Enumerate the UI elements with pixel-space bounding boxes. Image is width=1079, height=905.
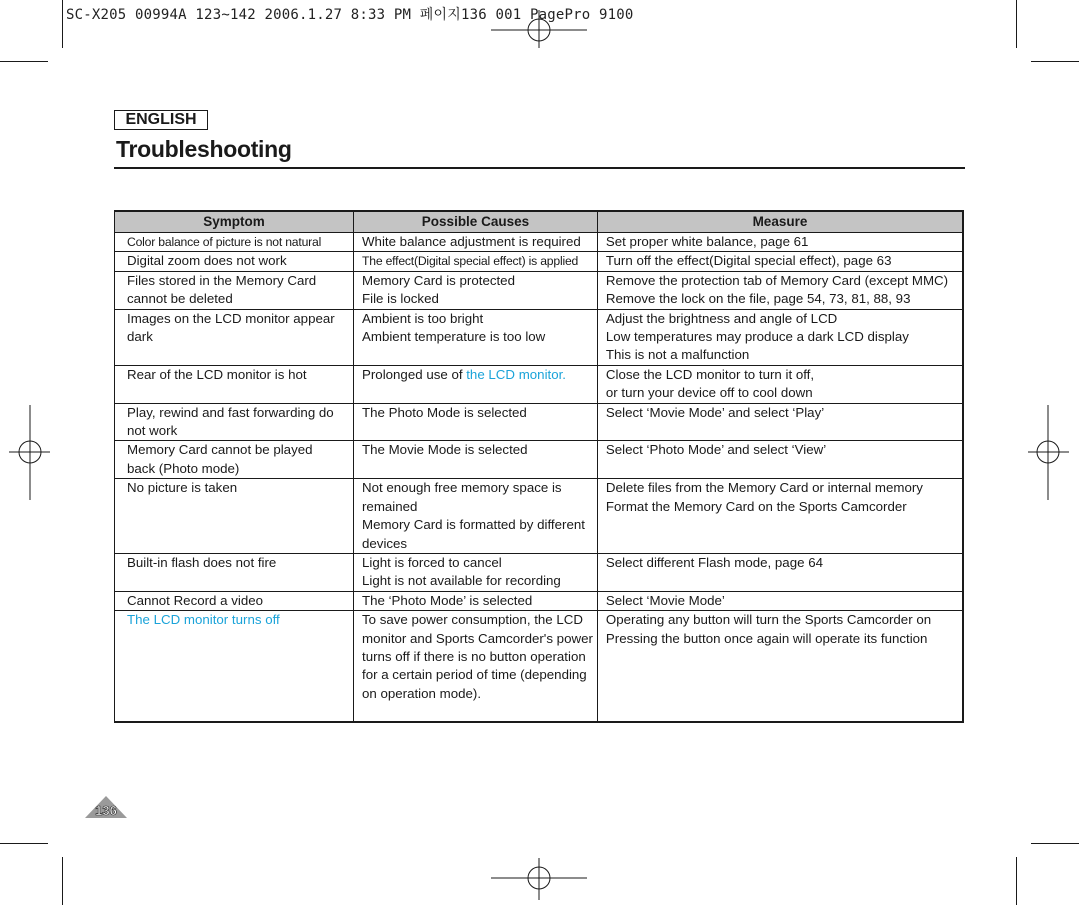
table-row [115,233,964,252]
symptom-cell: Color balance of picture is not natural [115,233,354,252]
causes-cell [354,365,598,403]
symptom-cell: Cannot Record a video [115,591,354,610]
registration-mark-bottom [491,858,587,900]
print-slug: SC-X205 00994A 123~142 2006.1.27 8:33 PM 페이지136 001 PagePro 9100 [66,7,634,23]
measure-cell: Select different Flash mode, page 64 [597,553,963,591]
causes-cell: Not enough free memory space is remained Memory Card is formatted by different devices [354,479,598,554]
measure-cell: Remove the protection tab of Memory Card (except MMC) Remove the lock on the file, page 54, 73, 81, 88, 93 [597,271,963,309]
measure-cell: Select ‘Photo Mode’ and select ‘View’ [597,441,963,479]
symptom-cell: Memory Card cannot be played back (Photo mode) [115,441,354,479]
causes-cell: The ‘Photo Mode’ is selected [354,591,598,610]
measure-cell: Delete files from the Memory Card or internal memory Format the Memory Card on the Sports Camcorder [597,479,963,554]
table-row [115,309,964,365]
measure-cell: Select ‘Movie Mode’ and select ‘Play’ [597,403,963,441]
symptom-cell [115,611,354,723]
symptom-cell: Files stored in the Memory Card cannot be deleted [115,271,354,309]
causes-cell: White balance adjustment is required [354,233,598,252]
table-row [115,611,964,723]
symptom-cell: Digital zoom does not work [115,252,354,271]
measure-cell: Close the LCD monitor to turn it off, or turn your device off to cool down [597,365,963,403]
symptom-cell: Built-in flash does not fire [115,553,354,591]
language-tab: ENGLISH [114,110,208,130]
causes-cell: Memory Card is protected File is locked [354,271,598,309]
registration-mark-right [1028,405,1069,500]
highlighted-text: The LCD monitor turns off [127,612,280,628]
table-row [115,441,964,479]
causes-cell: Ambient is too bright Ambient temperature is too low [354,309,598,365]
measure-cell: Select ‘Movie Mode’ [597,591,963,610]
measure-cell: Turn off the effect(Digital special effect), page 63 [597,252,963,271]
registration-mark-top [491,10,587,48]
table-header-row [115,211,964,233]
page-number: 136 [95,803,117,818]
causes-cell: Light is forced to cancel Light is not available for recording [354,553,598,591]
causes-cell: The effect(Digital special effect) is applied [354,252,598,271]
troubleshooting-table [114,210,964,723]
causes-text: Prolonged use of [362,366,467,382]
page-number-badge [84,795,128,819]
symptom-cell: Rear of the LCD monitor is hot [115,365,354,403]
header-possible-causes: Possible Causes [354,211,598,233]
table-row [115,271,964,309]
table-row [115,591,964,610]
table-row [115,252,964,271]
header-measure: Measure [597,211,963,233]
page-title: Troubleshooting [116,136,292,162]
measure-cell: Set proper white balance, page 61 [597,233,963,252]
header-symptom: Symptom [115,211,354,233]
measure-cell: Operating any button will turn the Sports Camcorder on Pressing the button once again will operate its function [597,611,963,723]
symptom-cell: Images on the LCD monitor appear dark [115,309,354,365]
causes-cell: To save power consumption, the LCD monitor and Sports Camcorder's power turns off if there is no button operation for a certain period of time (depending on operation mode). [354,611,598,723]
table-row [115,365,964,403]
symptom-cell: No picture is taken [115,479,354,554]
table-row [115,403,964,441]
table-row [115,553,964,591]
causes-cell: The Movie Mode is selected [354,441,598,479]
table-row [115,479,964,554]
highlighted-text: the LCD monitor. [466,366,567,382]
symptom-cell: Play, rewind and fast forwarding do not work [115,403,354,441]
registration-mark-left [9,405,50,500]
causes-cell: The Photo Mode is selected [354,403,598,441]
measure-cell: Adjust the brightness and angle of LCD Low temperatures may produce a dark LCD display This is not a malfunction [597,309,963,365]
title-underline [114,167,965,169]
